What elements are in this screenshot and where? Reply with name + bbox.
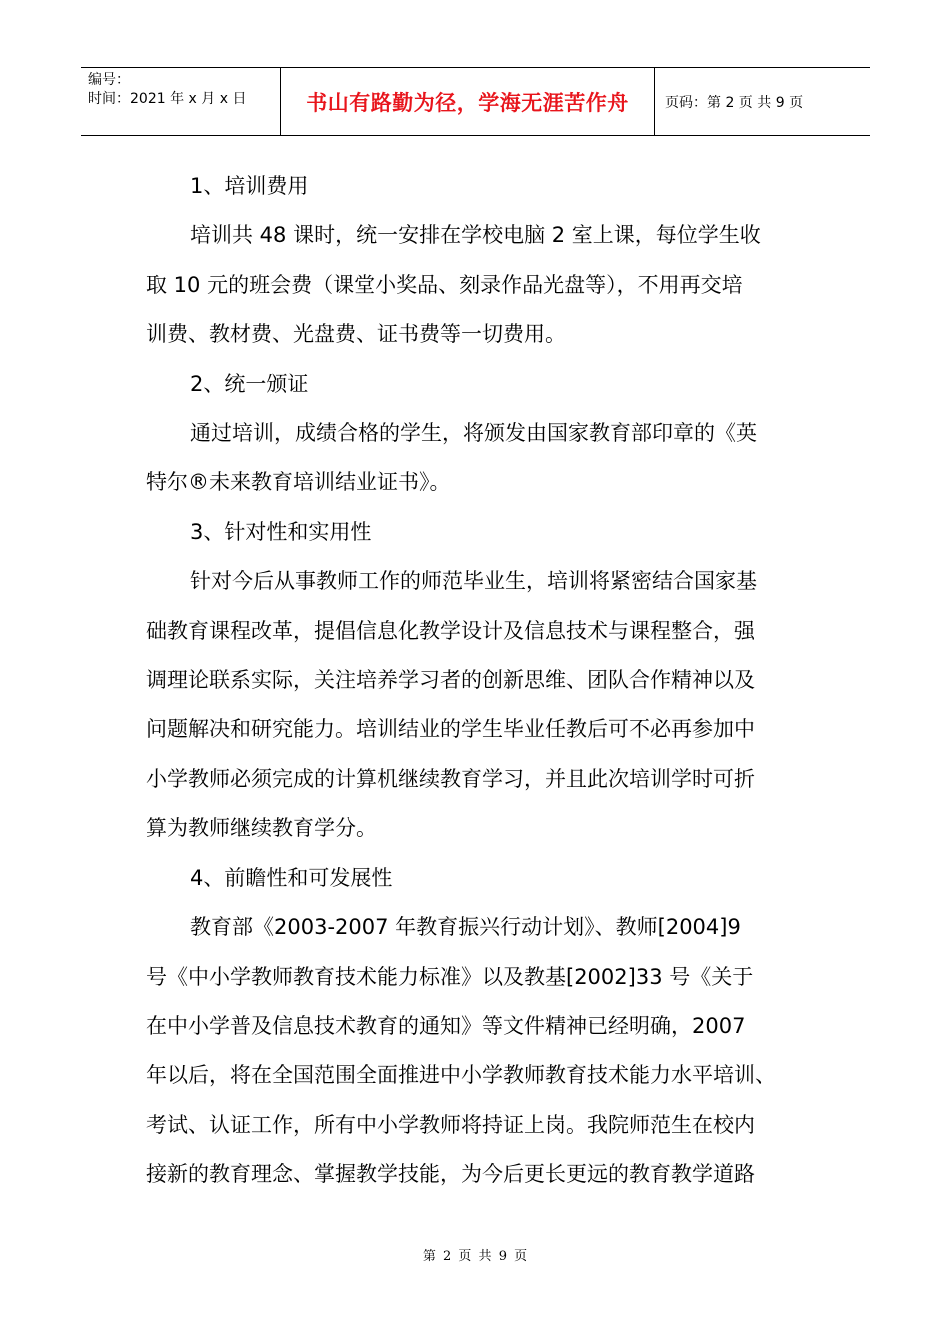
document-header <box>81 67 870 136</box>
page-footer: 第 2 页 共 9 页 <box>422 1249 528 1264</box>
body-line: 在中小学普及信息技术教育的通知》等文件精神已经明确，2007 <box>146 1013 746 1038</box>
body-line: 取 10 元的班会费（课堂小奖品、刻录作品光盘等），不用再交培 <box>146 272 743 297</box>
body-line: 教育部《2003-2007 年教育振兴行动计划》、教师[2004]9 <box>190 915 741 940</box>
body-line: 年以后，将在全国范围全面推进中小学教师教育技术能力水平培训、 <box>146 1063 776 1088</box>
body-line: 特尔®未来教育培训结业证书》。 <box>146 470 451 495</box>
header-motto-cell <box>281 68 655 135</box>
body-line: 考试、认证工作，所有中小学教师将持证上岗。我院师范生在校内 <box>146 1112 755 1137</box>
header-page-number: 页码：第 2 页 共 9 页 <box>665 94 804 111</box>
section-heading-foresight: 4、前瞻性和可发展性 <box>190 865 393 890</box>
body-line: 培训共 48 课时，统一安排在学校电脑 2 室上课，每位学生收 <box>190 223 761 248</box>
section-heading-practicality: 3、针对性和实用性 <box>190 519 372 544</box>
section-heading-fees: 1、培训费用 <box>190 174 309 198</box>
header-motto: 书山有路勤为径，学海无涯苦作舟 <box>306 90 629 115</box>
header-page-cell <box>655 68 870 135</box>
body-line: 础教育课程改革，提倡信息化教学设计及信息技术与课程整合，强 <box>146 618 755 643</box>
body-line: 算为教师继续教育学分。 <box>146 816 377 841</box>
body-line: 号《中小学教师教育技术能力标准》以及教基[2002]33 号《关于 <box>146 964 754 989</box>
body-line: 小学教师必须完成的计算机继续教育学习，并且此次培训学时可折 <box>146 766 755 791</box>
body-line: 调理论联系实际，关注培养学习者的创新思维、团队合作精神以及 <box>146 668 755 693</box>
body-line: 针对今后从事教师工作的师范毕业生，培训将紧密结合国家基 <box>190 569 757 594</box>
document-number-label: 编号： <box>88 72 130 88</box>
body-line: 问题解决和研究能力。培训结业的学生毕业任教后可不必再参加中 <box>146 717 755 742</box>
body-line: 通过培训，成绩合格的学生，将颁发由国家教育部印章的《英 <box>190 421 757 446</box>
document-body <box>146 162 806 1200</box>
body-line: 训费、教材费、光盘费、证书费等一切费用。 <box>146 322 566 347</box>
body-line: 接新的教育理念、掌握教学技能，为今后更长更远的教育教学道路 <box>146 1162 755 1187</box>
header-meta-cell <box>81 68 281 135</box>
document-time-label: 时间：2021 年 x 月 x 日 <box>88 91 247 107</box>
section-heading-certificate: 2、统一颁证 <box>190 371 309 396</box>
